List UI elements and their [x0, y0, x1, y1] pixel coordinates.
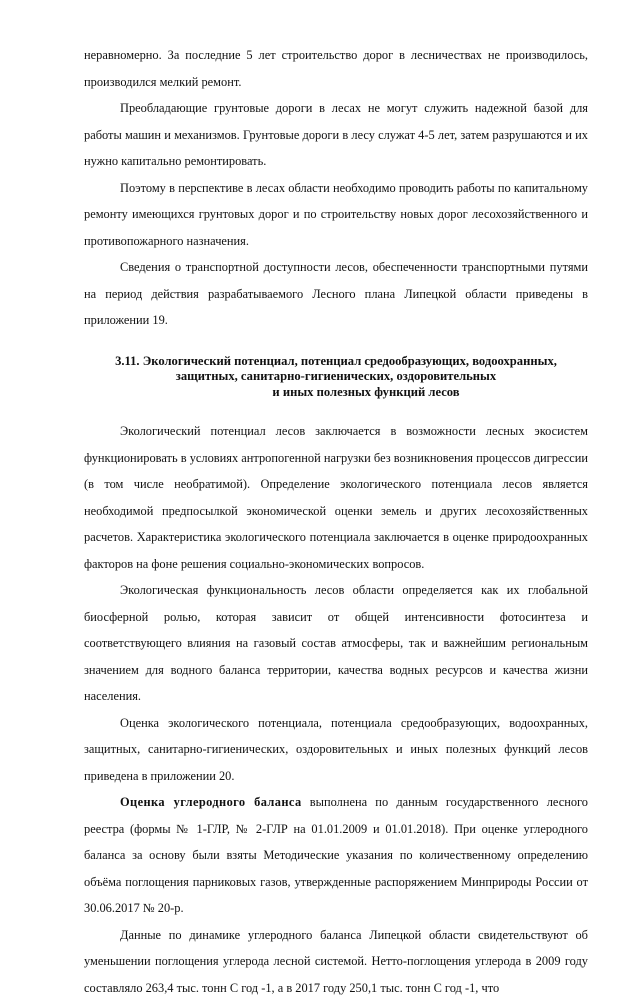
carbon-balance-text: выполнена по данным государственного лесного реестра (формы № 1-ГЛР, № 2-ГЛР на 01.01.2009 и 01.01.2018). При оценке углеродного баланса за основу были взяты Методические указания по количественному определению объёма поглощения парниковых газов, утвержденные распоряжением Минприроды России от 30.06.2017 № 20-р. [84, 795, 588, 915]
paragraph-carbon-balance [84, 789, 588, 922]
paragraph-transport-info: Сведения о транспортной доступности лесов, обеспеченности транспортными путями на период действия разрабатываемого Лесного плана Липецкой области приведены в приложении 19. [84, 254, 588, 334]
heading-line-1: 3.11. Экологический потенциал, потенциал средообразующих, водоохранных, [84, 354, 588, 370]
paragraph-roads-construction: неравномерно. За последние 5 лет строительство дорог в лесничествах не производилось, производился мелкий ремонт. [84, 42, 588, 95]
paragraph-dirt-roads: Преобладающие грунтовые дороги в лесах не могут служить надежной базой для работы машин и механизмов. Грунтовые дороги в лесу служат 4-5 лет, затем разрушаются и их нужно капитально ремонтировать. [84, 95, 588, 175]
paragraph-eco-potential: Экологический потенциал лесов заключается в возможности лесных экосистем функционировать в условиях антропогенной нагрузки без возникновения процессов дигрессии (в том числе необратимой). Определение экологического потенциала лесов является необходимой предпосылкой экономической оценки земель и других лесохозяйственных расчетов. Характеристика экологического потенциала заключается в оценке природоохранных факторов на фоне решения социально-экономических вопросов. [84, 418, 588, 577]
paragraph-eco-functionality: Экологическая функциональность лесов области определяется как их глобальной биосферной ролью, которая зависит от общей интенсивности фотосинтеза и соответствующего влияния на газовый состав атмосферы, так и важнейшим региональным значением для водного баланса территории, качества водных ресурсов и качества жизни населения. [84, 577, 588, 710]
paragraph-perspective-works: Поэтому в перспективе в лесах области необходимо проводить работы по капитальному ремонту имеющихся грунтовых дорог и по строительству новых дорог лесохозяйственного и противопожарного назначения. [84, 175, 588, 255]
page-content [84, 42, 588, 1001]
paragraph-carbon-dynamics: Данные по динамике углеродного баланса Липецкой области свидетельствуют об уменьшении поглощения углерода лесной системой. Нетто-поглощения углерода в 2009 году составляло 263,4 тыс. тонн С год -1, а в 2017 году 250,1 тыс. тонн С год -1, что [84, 922, 588, 1001]
paragraph-eco-assessment: Оценка экологического потенциала, потенциала средообразующих, водоохранных, защитных, санитарно-гигиенических, оздоровительных и иных полезных функций лесов приведена в приложении 20. [84, 710, 588, 790]
heading-line-2: защитных, санитарно-гигиенических, оздоровительных [84, 369, 588, 385]
section-heading-3-11 [84, 354, 588, 401]
carbon-balance-term: Оценка углеродного баланса [120, 795, 302, 809]
heading-line-3: и иных полезных функций лесов [84, 385, 588, 401]
